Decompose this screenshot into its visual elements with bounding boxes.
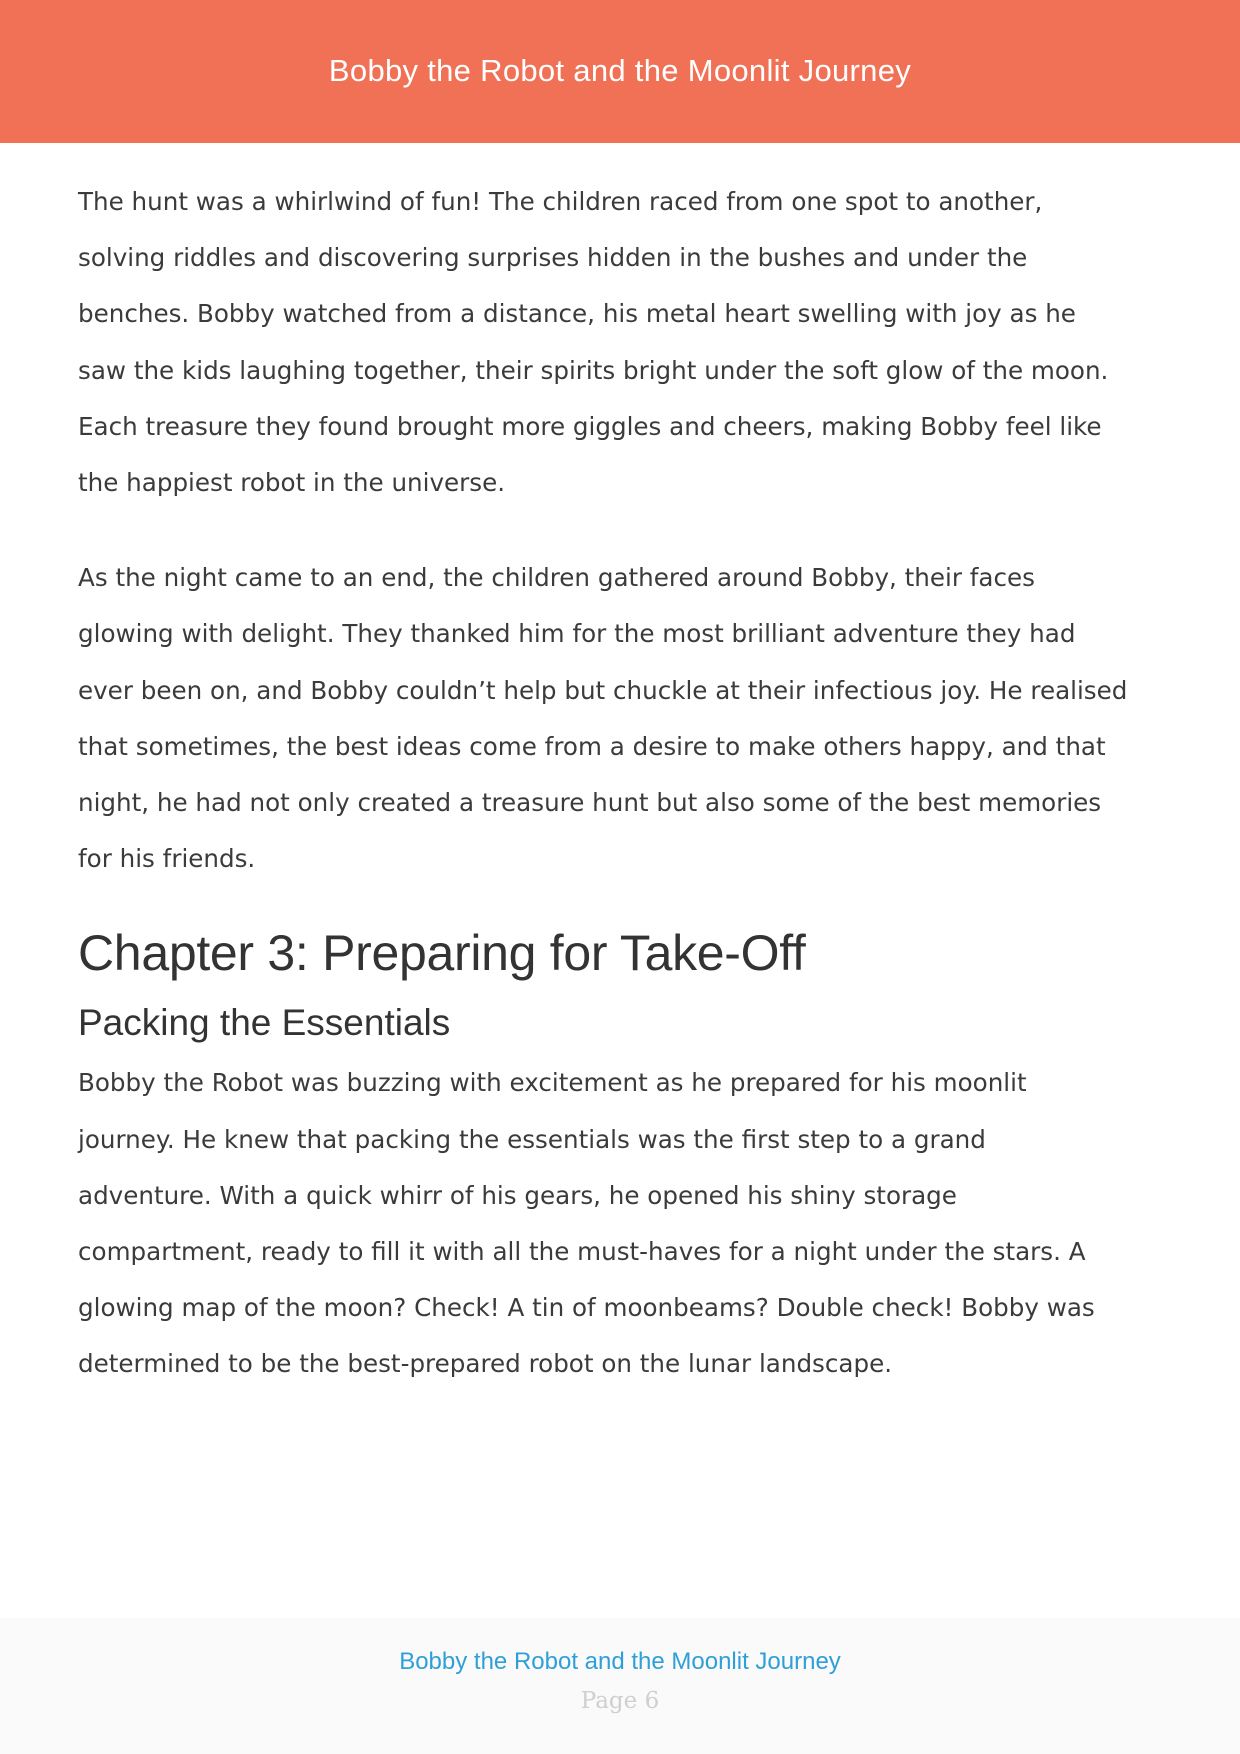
paragraph-1: [78, 174, 1168, 511]
page-number: Page 6: [580, 1688, 660, 1714]
paragraph-line: benches. Bobby watched from a distance, his metal heart swelling with joy as he: [78, 299, 1076, 329]
paragraph-line: As the night came to an end, the children gathered around Bobby, their faces: [78, 563, 1035, 593]
paragraph-line: The hunt was a whirlwind of fun! The children raced from one spot to another,: [78, 187, 1043, 216]
paragraph-line: Bobby the Robot was buzzing with excitement as he prepared for his moonlit: [78, 1068, 1027, 1098]
header-title: Bobby the Robot and the Moonlit Journey: [328, 53, 912, 88]
chapter-title: Chapter 3: Preparing for Take-Off: [78, 925, 806, 982]
paragraph-line: saw the kids laughing together, their spirits bright under the soft glow of the moon.: [78, 355, 1109, 385]
page-footer: [0, 1618, 1240, 1754]
paragraph-line: compartment, ready to fill it with all the must-haves for a night under the stars. A: [78, 1237, 1086, 1267]
paragraph-line: that sometimes, the best ideas come from a desire to make others happy, and that: [78, 731, 1106, 761]
paragraph-line: the happiest robot in the universe.: [78, 468, 506, 498]
paragraph-line: glowing with delight. They thanked him for the most brilliant adventure they had: [78, 619, 1076, 649]
paragraph-line: for his friends.: [78, 844, 256, 874]
paragraph-line: night, he had not only created a treasure hunt but also some of the best memories: [78, 788, 1102, 818]
paragraph-2: [78, 550, 1168, 887]
page-header: [0, 0, 1240, 143]
paragraph-line: journey. He knew that packing the essentials was the first step to a grand: [78, 1124, 986, 1154]
paragraph-line: glowing map of the moon? Check! A tin of moonbeams? Double check! Bobby was: [78, 1293, 1095, 1323]
paragraph-line: ever been on, and Bobby couldn’t help but chuckle at their infectious joy. He realised: [78, 675, 1128, 705]
section-title: Packing the Essentials: [78, 1002, 451, 1044]
paragraph-line: Each treasure they found brought more giggles and cheers, making Bobby feel like: [78, 411, 1102, 441]
footer-title: Bobby the Robot and the Moonlit Journey: [399, 1648, 841, 1675]
page-content: [78, 174, 1168, 1393]
paragraph-line: adventure. With a quick whirr of his gears, he opened his shiny storage: [78, 1180, 957, 1210]
paragraph-3: [78, 1055, 1168, 1392]
paragraph-line: solving riddles and discovering surprises hidden in the bushes and under the: [78, 243, 1028, 273]
paragraph-line: determined to be the best-prepared robot on the lunar landscape.: [78, 1349, 893, 1379]
